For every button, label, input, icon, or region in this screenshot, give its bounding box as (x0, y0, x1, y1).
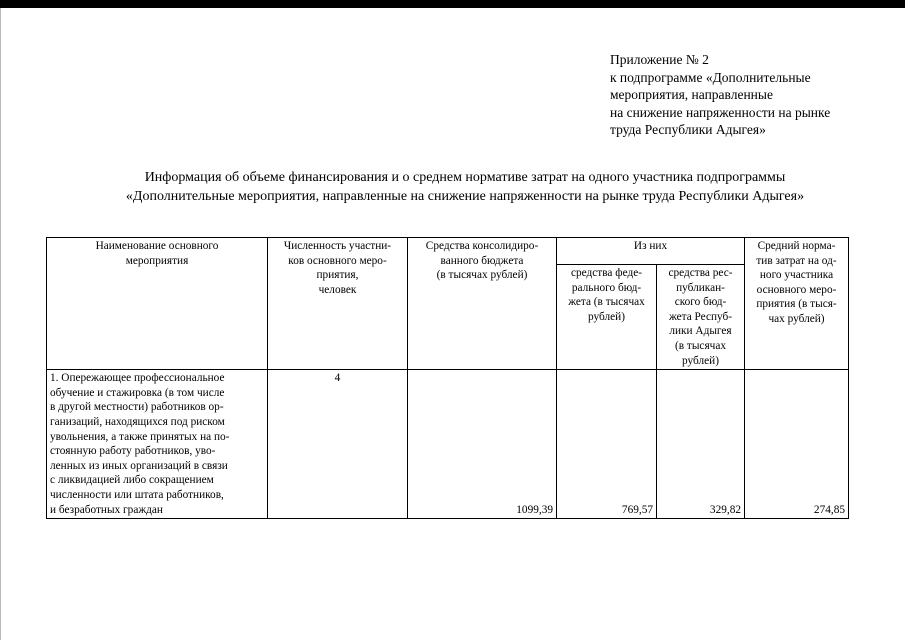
row-name-line: в другой местности) работников ор- (50, 401, 224, 414)
funding-table (46, 237, 849, 519)
title-line-1: Информация об объеме финансирования и о среднем нормативе затрат на одного участника подпрограммы (144, 170, 786, 185)
header-row (47, 238, 849, 265)
document-title (40, 168, 890, 206)
header-text: средства рес- (668, 267, 733, 279)
appendix-line: мероприятия, направленные (610, 87, 773, 103)
scan-left-edge (0, 8, 1, 640)
header-budget (408, 238, 557, 370)
row-name-line: увольнения, а также принятых на по- (50, 430, 230, 443)
header-norm (745, 238, 849, 370)
header-text: Численность участни- (283, 240, 392, 252)
header-text: лики Адыгея (669, 325, 732, 338)
row-norm: 274,85 (745, 370, 849, 519)
row-name-line: обучение и стажировка (в том числе (50, 386, 225, 399)
scan-top-border (0, 0, 905, 8)
header-text: основного меро- (756, 283, 837, 296)
header-text: мероприятия (125, 254, 189, 267)
appendix-line: труда Республики Адыгея» (610, 122, 766, 138)
header-text: Наименование основного (95, 240, 219, 252)
header-of-which: Из них (557, 238, 745, 265)
header-count (268, 238, 408, 370)
header-text: Средний норма- (757, 240, 836, 252)
header-federal (557, 265, 657, 370)
row-name-line: и безработных граждан (50, 503, 163, 516)
header-text: Средства консолидиро- (425, 240, 539, 252)
header-text: чах рублей) (768, 312, 825, 325)
row-name-line: ленных из иных организаций в связи (50, 459, 228, 472)
header-text: рублей) (682, 354, 719, 367)
header-text: средства феде- (571, 267, 642, 279)
title-line-2: «Дополнительные мероприятия, направленные на снижение напряженности на рынке труда Республики Адыгея» (125, 189, 805, 204)
row-name (47, 370, 268, 519)
appendix-line: Приложение № 2 (610, 52, 709, 67)
header-text: тив затрат на од- (756, 254, 837, 267)
header-name (47, 238, 268, 370)
table-row (47, 370, 849, 519)
header-text: ного участника (759, 269, 834, 282)
row-name-line: 1. Опережающее профессиональное (50, 372, 225, 385)
row-federal: 769,57 (557, 370, 657, 519)
header-republic (657, 265, 745, 370)
header-text: рального бюд- (571, 281, 642, 294)
row-name-line: стоянную работу работников, уво- (50, 445, 216, 458)
header-text: ков основного меро- (288, 254, 387, 267)
header-text: жета (в тысячах (568, 296, 645, 309)
header-text: приятия, (316, 269, 359, 282)
header-text: рублей) (588, 310, 625, 323)
header-text: ского бюд- (674, 296, 727, 309)
row-budget: 1099,39 (408, 370, 557, 519)
header-text: человек (318, 283, 357, 296)
appendix-line: к подпрограмме «Дополнительные (610, 69, 811, 85)
appendix-line: на снижение напряженности на рынке (610, 104, 831, 120)
header-text: (в тысячах (674, 339, 726, 352)
row-name-line: численности или штата работников, (50, 488, 224, 501)
row-republic: 329,82 (657, 370, 745, 519)
header-text: ванного бюджета (440, 254, 524, 267)
header-text: приятия (в тыся- (756, 298, 837, 311)
row-name-line: с ликвидацией либо сокращением (50, 474, 214, 487)
row-count: 4 (268, 370, 408, 519)
header-text: жета Респуб- (668, 310, 733, 323)
appendix-note (610, 51, 900, 139)
row-name-line: ганизаций, находящихся под риском (50, 415, 225, 428)
header-text: публикан- (676, 281, 725, 294)
header-text: (в тысячах рублей) (436, 269, 528, 282)
